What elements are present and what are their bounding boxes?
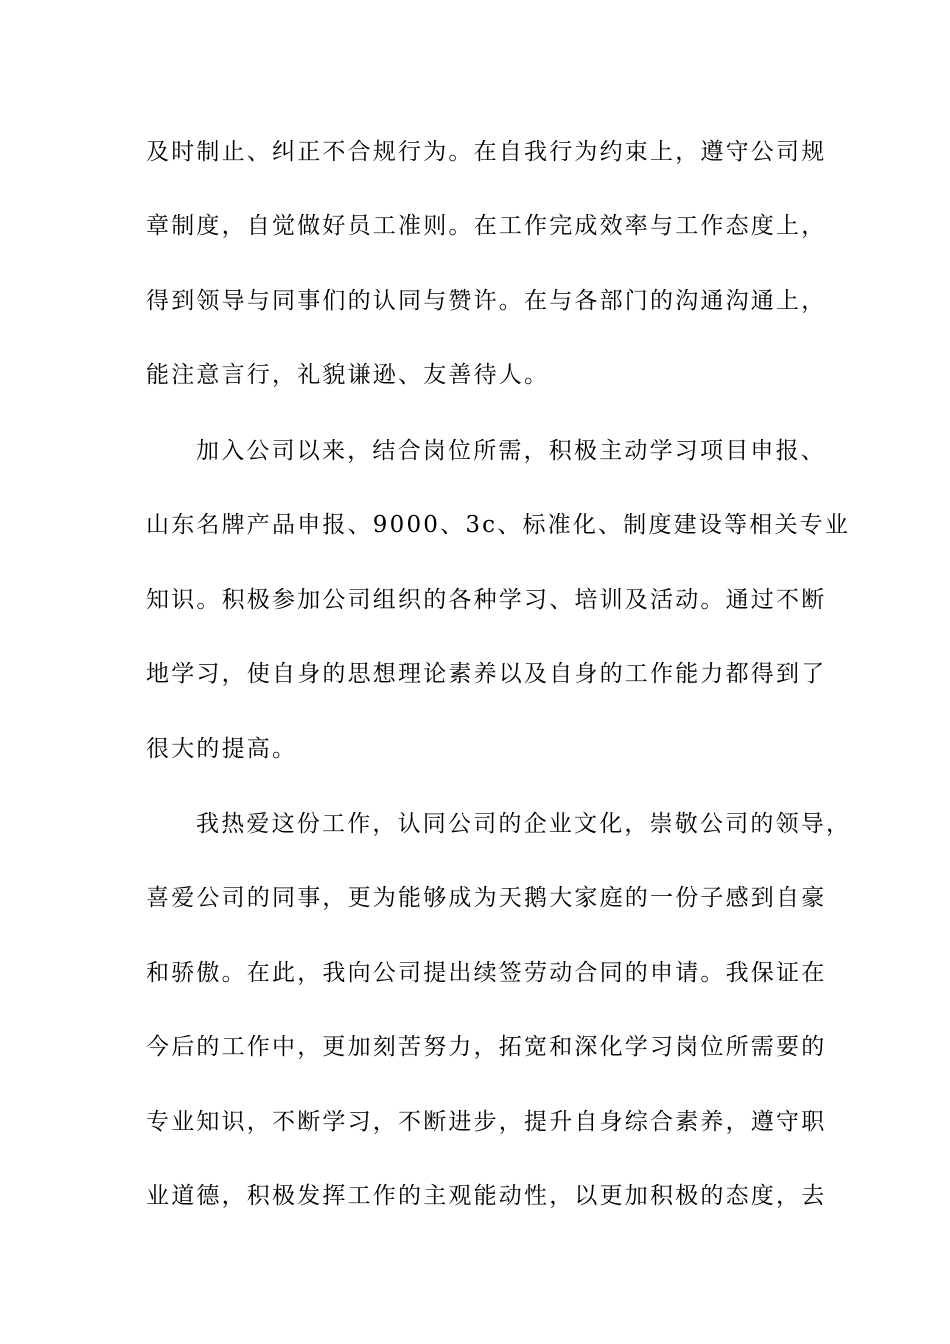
text-line: 能注意言行，礼貌谦逊、友善待人。 bbox=[146, 362, 550, 388]
text-line: 业道德，积极发挥工作的主观能动性，以更加积极的态度，去 bbox=[146, 1183, 827, 1209]
text-line: 得到领导与同事们的认同与赞许。在与各部门的沟通沟通上， bbox=[146, 288, 827, 314]
paragraph-first-line: 我热爱这份工作，认同公司的企业文化，崇敬公司的领导， bbox=[196, 811, 852, 837]
text-line: 章制度，自觉做好员工准则。在工作完成效率与工作态度上， bbox=[146, 213, 827, 239]
text-line: 和骄傲。在此，我向公司提出续签劳动合同的申请。我保证在 bbox=[146, 960, 827, 986]
paragraph-first-line: 加入公司以来，结合岗位所需，积极主动学习项目申报、 bbox=[196, 438, 826, 464]
text-line: 及时制止、纠正不合规行为。在自我行为约束上，遵守公司规 bbox=[146, 139, 827, 165]
text-line: 专业知识，不断学习，不断进步，提升自身综合素养，遵守职 bbox=[146, 1109, 827, 1135]
text-line: 今后的工作中，更加刻苦努力，拓宽和深化学习岗位所需要的 bbox=[146, 1034, 827, 1060]
text-line: 山东名牌产品申报、9000、3c、标准化、制度建设等相关专业 bbox=[146, 512, 851, 538]
text-line: 很大的提高。 bbox=[146, 736, 298, 762]
text-line: 知识。积极参加公司组织的各种学习、培训及活动。通过不断 bbox=[146, 587, 827, 613]
text-line: 地学习，使自身的思想理论素养以及自身的工作能力都得到了 bbox=[146, 661, 827, 687]
text-line: 喜爱公司的同事，更为能够成为天鹅大家庭的一份子感到自豪 bbox=[146, 885, 827, 911]
